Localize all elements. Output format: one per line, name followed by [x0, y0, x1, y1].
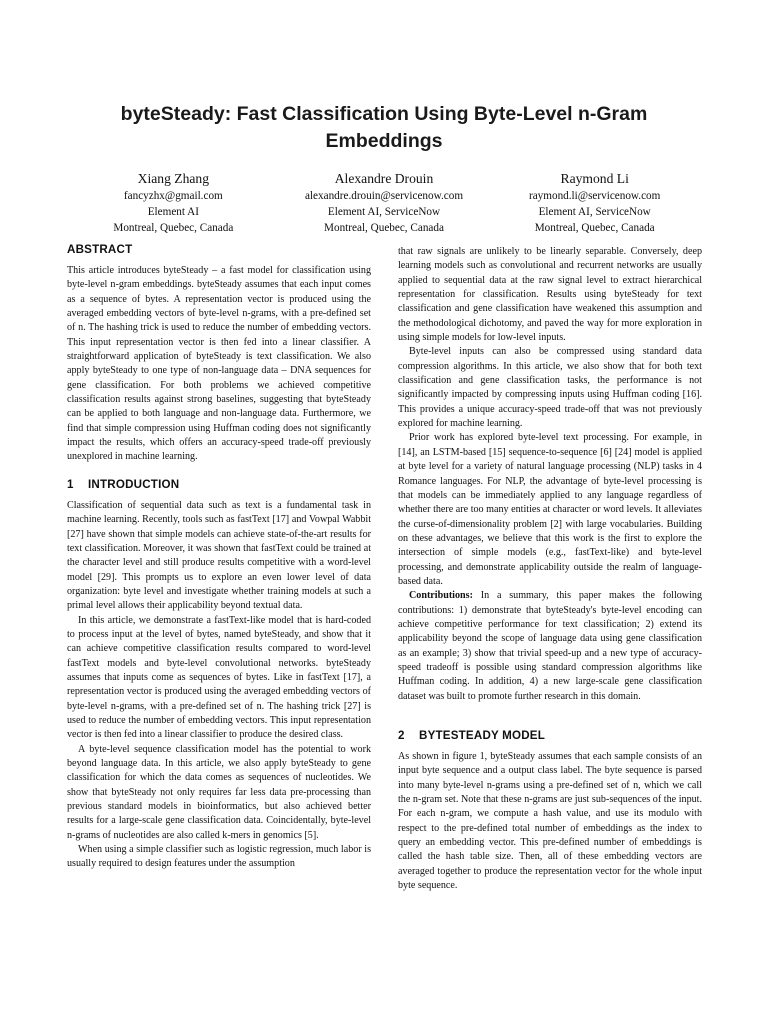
contributions-paragraph	[398, 589, 702, 704]
abstract-heading: ABSTRACT	[67, 243, 133, 256]
right-column	[398, 245, 702, 893]
author-1	[68, 169, 279, 236]
author-location: Montreal, Quebec, Canada	[113, 222, 234, 234]
intro-paragraph-6: Byte-level inputs can also be compressed using standard data compression algorithms. In this article, we also show that for both text classification and gene classification tasks, the performance is not significantly impacted by compressing inputs using Huffman coding [16]. This provides a unique accuracy-speed trade-off that was not previously explored for machine learning.	[398, 346, 702, 430]
author-name: Alexandre Drouin	[334, 171, 434, 186]
author-block	[68, 169, 700, 236]
intro-paragraph-4: When using a simple classifier such as logistic regression, much labor is usually required to design features under the assumption	[67, 844, 371, 870]
section-heading-model	[398, 728, 702, 744]
section-number: 2	[398, 729, 405, 742]
paper-title: byteSteady: Fast Classification Using Byte-Level n-Gram Embeddings	[120, 103, 648, 152]
author-email: fancyzhx@gmail.com	[123, 190, 223, 202]
section-title: INTRODUCTION	[88, 477, 180, 491]
section-title: BYTESTEADY MODEL	[419, 729, 546, 742]
author-2	[279, 169, 490, 236]
contributions-label: Contributions:	[409, 590, 473, 602]
section-number: 1	[67, 477, 74, 491]
author-affiliation: Element AI	[147, 206, 199, 218]
author-name: Xiang Zhang	[137, 171, 210, 186]
intro-paragraph-7: Prior work has explored byte-level text processing. For example, in [14], an LSTM-based [15] sequence-to-sequence [6] [24] model is applied at byte level for a variety of natural language processing (NLP) tasks in 4 Romance languages. For NLP, the advantage of byte-level processing is that models can be immediately applied to any language regardless of whether there are too many entities at character or word levels. It alleviates the curse-of-dimensionality problem [2] with large vocabularies. Building on these advantages, we believe that this work is the first to explore the intersection of simple models (e.g., fastText-like) and byte-level processing, and demonstrate applicability outside the realm of language-based data.	[398, 432, 702, 587]
model-paragraph-1: As shown in figure 1, byteSteady assumes that each sample consists of an input byte sequence and a output class label. The byte sequence is parsed into many byte-level n-grams using a pre-defined set of n, which we call the n-gram set. Note that these n-grams are just sub-sequences of the input. For each n-gram, we compute a hash value, and use its modulo with respect to the pre-defined total number of embeddings as the index to query an embedding vector. This pre-defined number of embeddings is called the hash table size. Then, all of these embedding vectors are averaged together to produce the representation vector for the whole input byte sequence.	[398, 751, 702, 892]
author-email: alexandre.drouin@servicenow.com	[304, 190, 464, 202]
abstract-text: This article introduces byteSteady – a fast model for classification using byte-level n-gram embeddings. byteSteady assumes that each input comes as a sequence of bytes. A representation vector is produced using the averaged embedding vectors of byte-level n-grams, with a pre-defined set of n. The hashing trick is used to reduce the number of embedding vectors. This input representation vector is then fed into a linear classifier. A straightforward application of byteSteady is text classification. We also apply byteSteady to one type of non-language data – DNA sequences for gene classification. For both problems we achieved competitive classification results against strong baselines, suggesting that byteSteady can be applied to both language and non-language data. Furthermore, we find that simple compression using Huffman coding does not significantly impact the results, which offers an accuracy-speed trade-off previously unexplored in machine learning.	[67, 265, 371, 463]
intro-paragraph-1: Classification of sequential data such as text is a fundamental task in machine learning. Recently, tools such as fastText [17] and Vowpal Wabbit [27] have shown that simple models can achieve state-of-the-art results for text classification. Moreover, it was shown that fastText could be trained at the character level and still produce results competitive with a word-level model [29]. This prompts us to explore an even lower level of data organization: byte level and investigate whether training models at such a primal level allows their applicability beyond textual data.	[67, 499, 371, 612]
author-3	[489, 169, 700, 236]
intro-paragraph-5: that raw signals are unlikely to be linearly separable. Conversely, deep learning models such as convolutional and recurrent networks are usually applied to sequential data at the raw signal level to extract hierarchical representation for classification. Results using byteSteady for text classification and gene classification have weakened this assumption and the methodological dichotomy, and paved the way for more exploration in using simple models for low-level inputs.	[398, 246, 702, 344]
author-location: Montreal, Quebec, Canada	[324, 222, 444, 234]
author-email: raymond.li@servicenow.com	[528, 190, 661, 202]
author-name: Raymond Li	[560, 171, 629, 186]
intro-paragraph-2: In this article, we demonstrate a fastText-like model that is hard-coded to process input at the level of bytes, named byteSteady, and show that it can achieve competitive classification results compared to word-level fastText models and byte-level convolutional networks. byteSteady assumes that inputs come as sequences of bytes. Like in fastText [17], a representation vector is produced using the averaged embedding vectors of byte-level n-grams, with a pre-defined set of n. The hashing trick [27] is used to reduce the number of embedding vectors. This input representation vector is then fed into a linear classifier to produce the desired class.	[67, 614, 371, 741]
intro-paragraph-3: A byte-level sequence classification model has the potential to work beyond language data. In this article, we also apply byteSteady to gene classification for which the data comes as sequences of nucleotides. We show that byteSteady not only requires far less data pre-processing than previous standard models in bioinformatics, but also achieved better results for a large-scale gene classification data. Coincidentally, byte-level n-grams of nucleotides are also called k-mers in genomics [5].	[67, 743, 371, 841]
contributions-text: In a summary, this paper makes the following contributions: 1) demonstrate that byteSteady's byte-level encoding can achieve competitive performance for text classification; 2) extend its applicability beyond the scope of language data using gene classification as an example; 3) show that trivial speed-up and a new type of accuracy-speed tradeoff is possible using standard compression algorithms like Huffman coding. In addition, 4) a new large-scale gene classification dataset was built to promote further research in this domain.	[398, 590, 702, 702]
section-heading-introduction	[67, 477, 371, 493]
author-affiliation: Element AI, ServiceNow	[327, 206, 441, 218]
author-affiliation: Element AI, ServiceNow	[538, 206, 651, 218]
left-column	[67, 242, 371, 872]
author-location: Montreal, Quebec, Canada	[534, 222, 655, 234]
